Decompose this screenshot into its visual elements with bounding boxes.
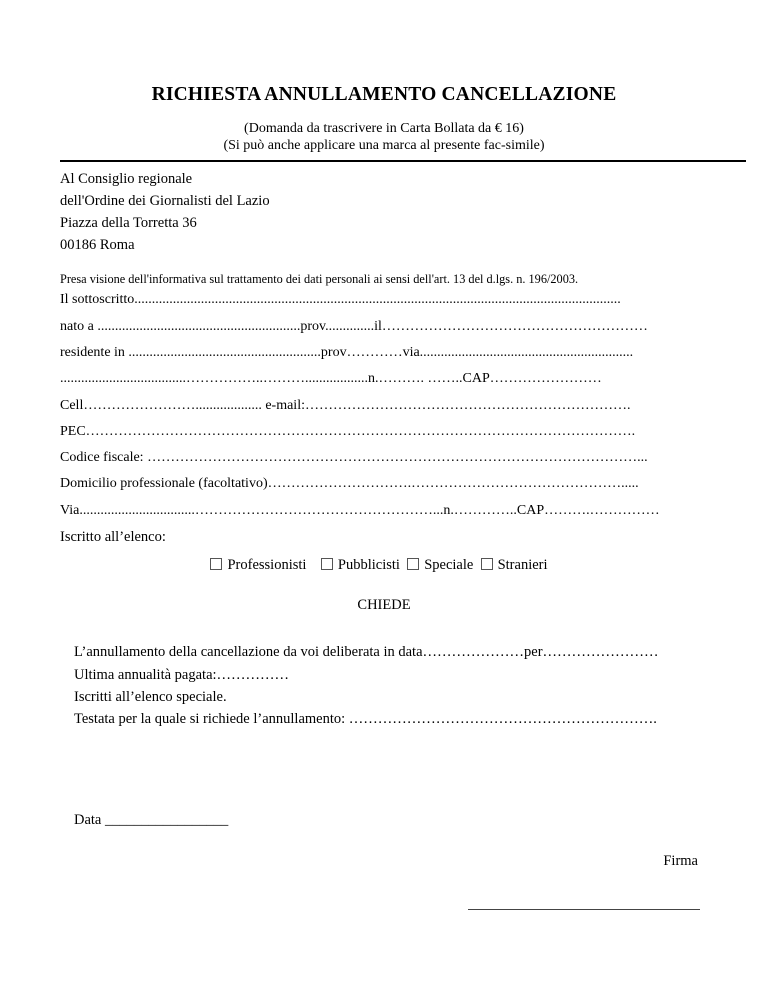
checkbox-professionisti[interactable] [210, 558, 222, 570]
checkbox-speciale[interactable] [407, 558, 419, 570]
recipient-line-4: 00186 Roma [60, 237, 135, 253]
request-line-elenco-speciale: Iscritti all’elenco speciale. [74, 689, 227, 705]
checkbox-pubblicisti[interactable] [321, 558, 333, 570]
label-stranieri: Stranieri [497, 557, 548, 573]
category-checkboxes [60, 557, 698, 574]
subtitle-carta-bollata: (Domanda da trascrivere in Carta Bollata da € 16) [244, 121, 524, 136]
privacy-note: Presa visione dell'informativa sul trattamento dei dati personali ai sensi dell'art. 13 del d.lgs. n. 196/2003. [60, 272, 579, 286]
field-domicilio: Domicilio professionale (facoltativo)………………………….………………………………………..... [60, 476, 639, 491]
label-speciale: Speciale [424, 557, 474, 573]
field-indirizzo: ....................................……………..………..................n.………. ……..CAP…………………… [60, 371, 602, 386]
signature-label: Firma [663, 853, 698, 869]
document-title: RICHIESTA ANNULLAMENTO CANCELLAZIONE [151, 84, 617, 105]
header-divider [60, 160, 746, 162]
field-pec: PEC………………………………………………………………………………………………………. [60, 424, 636, 439]
signature-line [468, 909, 700, 910]
subtitle-marca: (Si può anche applicare una marca al presente fac-simile) [223, 138, 545, 153]
field-codice-fiscale: Codice fiscale: ……………………………………………………………………………………………... [60, 450, 648, 465]
field-cell-email: Cell……………………................... e-mail:……………………………………………………………. [60, 398, 631, 413]
request-line-annullamento: L’annullamento della cancellazione da voi deliberata in data…………………per…………………… [74, 644, 659, 660]
request-line-testata: Testata per la quale si richiede l’annullamento: ………………………………………………………. [74, 711, 657, 727]
checkbox-stranieri[interactable] [481, 558, 493, 570]
recipient-line-1: Al Consiglio regionale [60, 171, 193, 187]
chiede-heading: CHIEDE [357, 597, 411, 613]
recipient-line-3: Piazza della Torretta 36 [60, 215, 197, 231]
label-professionisti: Professionisti [227, 557, 307, 573]
label-pubblicisti: Pubblicisti [337, 557, 400, 573]
field-via: Via.................................……………………………………………...n.…………..CAP……….…………… [60, 503, 660, 518]
field-nato: nato a ..........................................................prov..............il………………………………………………… [60, 319, 648, 334]
field-residente: residente in .......................................................prov…………via............................................................. [60, 345, 634, 360]
recipient-line-2: dell'Ordine dei Giornalisti del Lazio [60, 193, 270, 209]
date-field: Data _________________ [74, 812, 229, 828]
field-sottoscritto: Il sottoscritto........................................................................................................................................... [60, 292, 621, 307]
iscritto-label: Iscritto all’elenco: [60, 529, 166, 545]
request-line-annualita: Ultima annualità pagata:…………… [74, 667, 290, 683]
